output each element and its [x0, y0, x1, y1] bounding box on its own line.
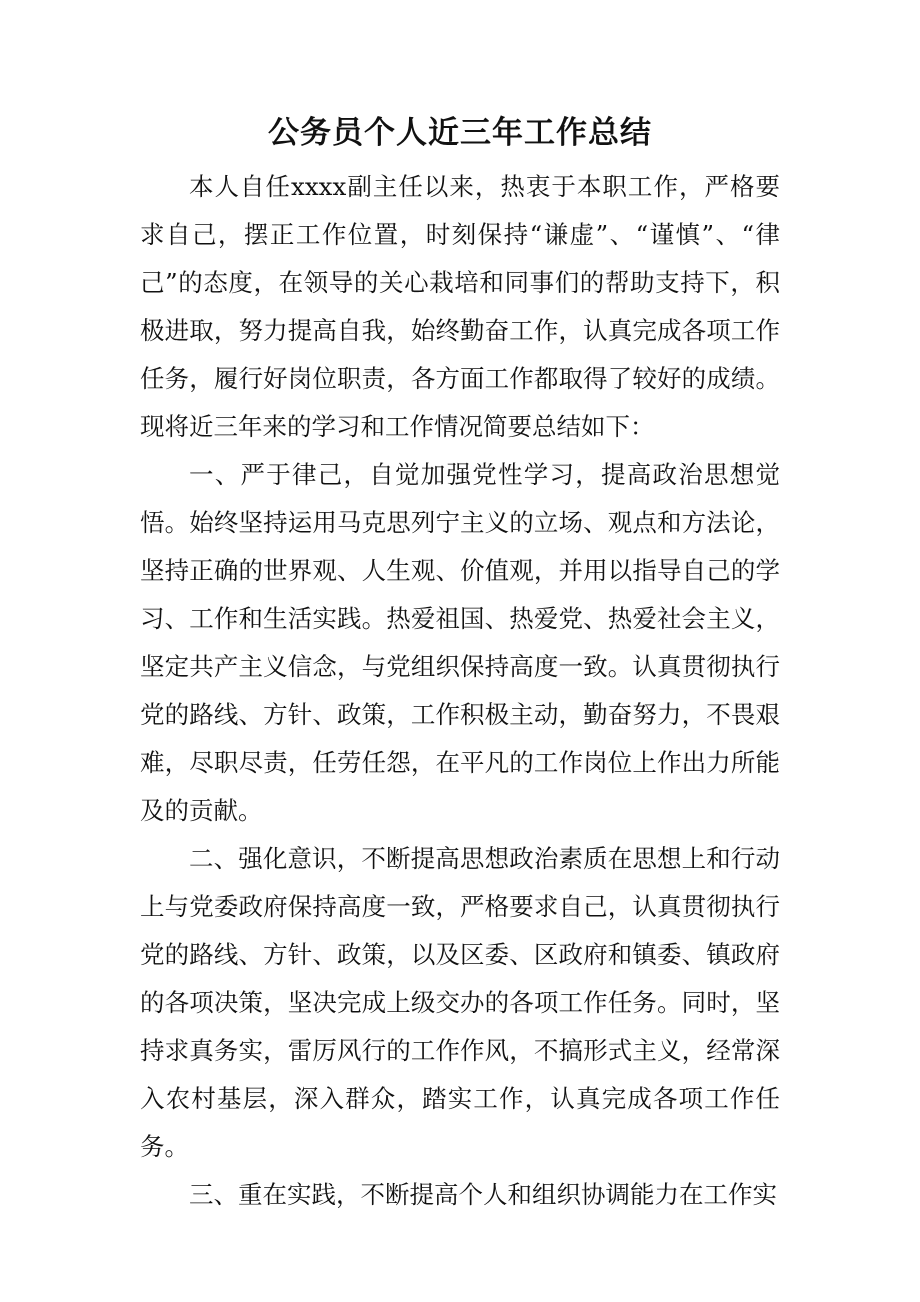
- paragraph-section-2: 二、强化意识，不断提高思想政治素质在思想上和行动上与党委政府保持高度一致，严格要求自己，认真贯彻执行党的路线、方针、政策，以及区委、区政府和镇委、镇政府的各项决策，坚决完成上级交办的各项工作任务。同时，坚持求真务实，雷厉风行的工作作风，不搞形式主义，经常深入农村基层，深入群众，踏实工作，认真完成各项工作任务。: [140, 844, 780, 1161]
- paragraph-section-3: 三、重在实践，不断提高个人和组织协调能力在工作实: [189, 1180, 777, 1209]
- document-title: 公务员个人近三年工作总结: [268, 115, 652, 151]
- document-body: [140, 163, 780, 1219]
- paragraph-section-1: 一、严于律己，自觉加强党性学习，提高政治思想觉悟。始终坚持运用马克思列宁主义的立场、观点和方法论，坚持正确的世界观、人生观、价值观，并用以指导自己的学习、工作和生活实践。热爱祖国、热爱党、热爱社会主义，坚定共产主义信念，与党组织保持高度一致。认真贯彻执行党的路线、方针、政策，工作积极主动，勤奋努力，不畏艰难，尽职尽责，任劳任怨，在平凡的工作岗位上作出力所能及的贡献。: [140, 460, 780, 825]
- paragraph-intro: 本人自任xxxx副主任以来，热衷于本职工作，严格要求自己，摆正工作位置，时刻保持“谦虚”、“谨慎”、“律己”的态度，在领导的关心栽培和同事们的帮助支持下，积极进取，努力提高自我，始终勤奋工作，认真完成各项工作任务，履行好岗位职责，各方面工作都取得了较好的成绩。现将近三年来的学习和工作情况简要总结如下：: [140, 172, 780, 441]
